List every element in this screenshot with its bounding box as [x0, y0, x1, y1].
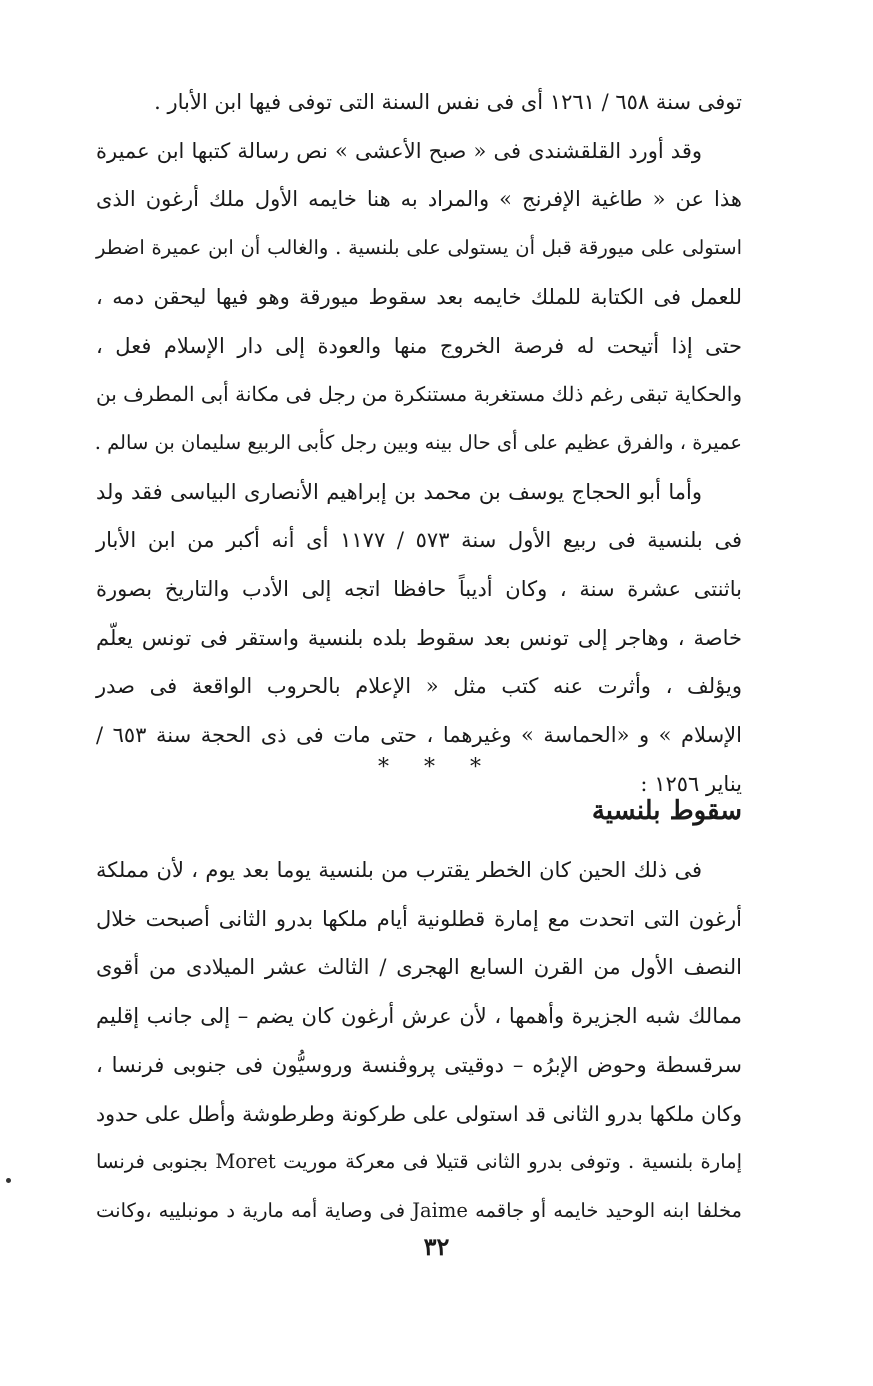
page-number: ٣٢ — [423, 1232, 450, 1261]
text-line: النصف الأول من القرن السابع الهجرى / الثالث عشر الميلادى من أقوى — [96, 955, 742, 980]
text-line: ممالك شبه الجزيرة وأهمها ، لأن عرش أرغون كان يضم – إلى جانب إقليم — [96, 1004, 742, 1029]
text-line: حتى إذا أتيحت له فرصة الخروج منها والعودة إلى دار الإسلام فعل ، — [96, 333, 742, 358]
text-line: أرغون التى اتحدت مع إمارة قطلونية أيام ملكها بدرو الثانى أصبحت خلال — [96, 906, 742, 931]
text-line: مخلفا ابنه الوحيد خايمه أو جاقمه Jaime فى وصاية أمه مارية د مونبلييه ،وكانت — [96, 1198, 742, 1222]
text-line: هذا عن « طاغية الإفرنج » والمراد به هنا خايمه الأول ملك أرغون الذى — [96, 187, 742, 212]
text-line: سرقسطة وحوض الإبرُه – دوقيتى پروڤنسة وروسيُّون فى جنوبى فرنسا ، — [96, 1052, 742, 1077]
text-line: استولى على ميورقة قبل أن يستولى على بلنسية . والغالب أن ابن عميرة اضطر — [96, 236, 742, 260]
text-line: وأما أبو الحجاج يوسف بن محمد بن إبراهيم الأنصارى البياسى فقد ولد — [96, 479, 702, 504]
text-line: فى ذلك الحين كان الخطر يقترب من بلنسية يوما بعد يوم ، لأن مملكة — [96, 858, 702, 882]
text-line: وكان ملكها بدرو الثانى قد استولى على طركونة وطرطوشة وأطل على حدود — [96, 1101, 742, 1126]
section-separator: * * * — [378, 755, 495, 780]
text-line: فى بلنسية فى ربيع الأول سنة ٥٧٣ / ١١٧٧ أى أنه أكبر من ابن الأبار — [96, 528, 742, 553]
scan-speck — [6, 1178, 11, 1183]
text-line: باثنتى عشرة سنة ، وكان أديباً حافظا اتجه إلى الأدب والتاريخ بصورة — [96, 577, 742, 602]
text-line: وقد أورد القلقشندى فى « صبح الأعشى » نص رسالة كتبها ابن عميرة — [96, 138, 702, 163]
text-line: خاصة ، وهاجر إلى تونس بعد سقوط بلده بلنسية واستقر فى تونس يعلّم — [96, 625, 742, 650]
section-heading: سقوط بلنسية — [591, 796, 742, 826]
text-line: ويؤلف ، وأثرت عنه كتب مثل « الإعلام بالحروب الواقعة فى صدر — [96, 674, 742, 699]
text-line: عميرة ، والفرق عظيم على أى حال بينه وبين رجل كأبى الربيع سليمان بن سالم . — [94, 430, 742, 454]
text-line: والحكاية تبقى رغم ذلك مستغربة مستنكرة من رجل فى مكانة أبى المطرف بن — [96, 382, 742, 407]
text-line: للعمل فى الكتابة للملك خايمه بعد سقوط ميورقة وهو فيها ليحقن دمه ، — [96, 284, 742, 309]
text-line: الإسلام » و «الحماسة » وغيرهما ، حتى مات فى ذى الحجة سنة ٦٥٣ / — [96, 723, 742, 748]
text-line: إمارة بلنسية . وتوفى بدرو الثانى قتيلا فى معركة موريت Moret بجنوبى فرنسا — [96, 1150, 742, 1174]
text-line: يناير ١٢٥٦ : — [640, 771, 742, 796]
paragraphs-after-heading — [96, 846, 742, 1236]
paragraphs-before-heading — [96, 78, 742, 809]
text-line: توفى سنة ٦٥٨ / ١٢٦١ أى فى نفس السنة التى توفى فيها ابن الأبار . — [154, 90, 742, 114]
